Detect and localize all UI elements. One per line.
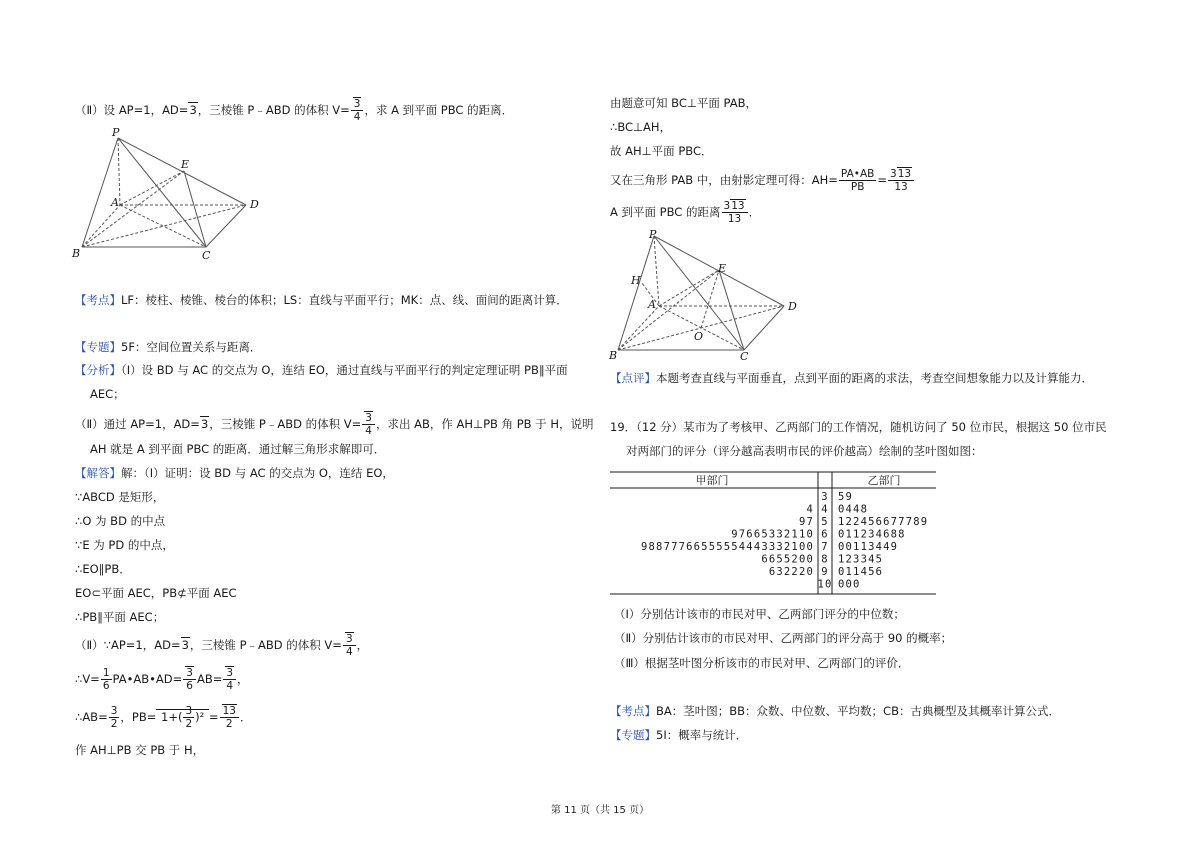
label-d: D: [788, 300, 797, 313]
fenxi-line-1: 【分析】（Ⅰ）设 BD 与 AC 的交点为 O，连结 EO，通过直线与平面平行的判定定理证明 PB∥平面: [75, 363, 568, 377]
header-yi: 乙部门: [867, 474, 901, 487]
solution-line-6: ∴PB∥平面 AEC；: [75, 610, 165, 624]
label-o: O: [694, 330, 704, 343]
label-a: A: [111, 196, 119, 209]
stem-leaf-right-leaves: 000: [838, 578, 861, 591]
dianping-tag: 【点评】: [610, 371, 656, 385]
zhuanti-text: 5F：空间位置关系与距离．: [121, 340, 262, 354]
zhuanti-tag-2: 【专题】: [610, 728, 656, 742]
solution-line-10: 作 AH⊥PB 交 PB 于 H，: [75, 743, 205, 757]
stem-leaf-right-leaves: 00113449: [838, 541, 899, 553]
solution-line-2: ∴O 为 BD 的中点: [75, 514, 166, 528]
label-b: B: [609, 349, 618, 362]
jieda-line: [75, 465, 394, 481]
kaodian-tag-2: 【考点】: [610, 704, 656, 718]
label-b: B: [72, 247, 81, 260]
solution-line-9: ∴AB= $\frac{3}{2}$ ，PB= 1+( $\frac{3}{2}$ )² = $\frac{13}{2}$ ．: [75, 705, 252, 730]
stem-leaf-left-leaves: 97665332110: [731, 528, 814, 541]
label-p: P: [649, 228, 657, 241]
label-e: E: [718, 262, 727, 275]
stem-leaf-stem: 5: [821, 516, 829, 528]
solution-line-7: （Ⅱ）∵AP=1，AD=3，三棱锥 P﹣ABD 的体积 V= $\frac{3}{4}$ ，: [75, 633, 369, 658]
label-a: A: [648, 298, 656, 311]
stem-leaf-stem: 6: [821, 528, 829, 541]
stem-leaf-left-leaves: 6655200: [761, 553, 814, 566]
stem-leaf-left-leaves: 4: [806, 503, 814, 516]
right-line-1: 由题意可知 BC⊥平面 PAB，: [610, 96, 758, 110]
kaodian-text-2: BA：茎叶图；BB：众数、中位数、平均数；CB：古典概型及其概率计算公式．: [656, 704, 1060, 718]
zhuanti-line: [75, 339, 261, 355]
page-footer: 第 11 页（共 15 页）: [550, 805, 650, 816]
stem-leaf-right-leaves: 122456677789: [838, 516, 929, 528]
stem-leaf-stem: 10: [817, 578, 833, 591]
stem-leaf-stem: 4: [821, 503, 829, 516]
question-part-2: （Ⅱ）设 AP=1，AD=3，三棱锥 P﹣ABD 的体积 V= $\frac{3}{4}$ ，求 A 到平面 PBC 的距离．: [75, 98, 514, 123]
pyramid-figure-2: [604, 228, 804, 366]
stem-leaf-left-leaves: 98877766555554443332100: [641, 541, 814, 553]
solution-line-1: ∵ABCD 是矩形，: [75, 490, 165, 504]
stem-leaf-left-leaves: 632220: [768, 566, 814, 578]
label-d: D: [250, 198, 259, 211]
label-c: C: [202, 249, 211, 262]
fenxi-tag: 【分析】: [75, 363, 121, 377]
kaodian-line-2: [610, 703, 1060, 719]
zhuanti-tag: 【专题】: [75, 340, 121, 354]
fenxi-line-2: （Ⅱ）通过 AP=1，AD=3，三棱锥 P﹣ABD 的体积 V= $\frac{3}{4}$ ，求出 AB，作 AH⊥PB 角 PB 于 H，说明: [75, 412, 594, 437]
zhuanti-text-2: 5I：概率与统计．: [656, 728, 748, 742]
solution-line-8: ∴V= $\frac{1}{6}$ PA•AB•AD= $\frac{3}{6}$ AB= $\frac{3}{4}$ ，: [75, 667, 249, 692]
stem-leaf-stem: 9: [821, 566, 829, 578]
fenxi-line-1b: AEC；: [90, 387, 125, 401]
stem-leaf-stem: 3: [821, 491, 829, 503]
stem-leaf-left-leaves: 97: [798, 516, 814, 528]
sub-question-2: （Ⅱ）分别估计该市的市民对甲、乙两部门的评分高于 90 的概率；: [614, 631, 953, 645]
stem-leaf-right-leaves: 011234688: [838, 528, 906, 541]
jieda-tag: 【解答】: [75, 466, 121, 480]
right-line-3: 故 AH⊥平面 PBC．: [610, 144, 713, 158]
right-line-2: ∴BC⊥AH，: [610, 120, 672, 134]
zhuanti-line-2: [610, 727, 747, 743]
stem-leaf-right-leaves: 011456: [838, 566, 884, 578]
q19-text: （12 分）某市为了考核甲、乙两部门的工作情况，随机访问了 50 位市民，根据这 50 位市民: [636, 420, 1107, 434]
kaodian-tag: 【考点】: [75, 293, 121, 307]
sub-question-3: （Ⅲ）根据茎叶图分析该市的市民对甲、乙两部门的评价．: [614, 656, 910, 670]
label-h: H: [631, 274, 641, 287]
solution-line-4: ∴EO∥PB．: [75, 562, 131, 576]
jieda-text: 解：（Ⅰ）证明：设 BD 与 AC 的交点为 O，连结 EO，: [121, 466, 394, 480]
fenxi-line-2b: AH 就是 A 到平面 PBC 的距离．通过解三角形求解即可．: [90, 442, 386, 456]
label-e: E: [181, 158, 190, 171]
q19-line-2: 对两部门的评分（评分越高表明市民的评价越高）绘制的茎叶图如图：: [626, 444, 983, 458]
solution-line-3: ∵E 为 PD 的中点，: [75, 538, 174, 552]
header-jia: 甲部门: [695, 474, 729, 487]
label-p: P: [112, 126, 120, 139]
dianping-text: 本题考查直线与平面垂直，点到平面的距离的求法，考查空间想象能力以及计算能力．: [656, 371, 1093, 385]
dianping-line: [610, 370, 1093, 386]
q19-line-1: [610, 419, 1107, 435]
right-line-4: 又在三角形 PAB 中，由射影定理可得：AH= $\frac{PA•AB}{PB}$ = $\frac{313}{13}$: [610, 168, 915, 193]
stem-leaf-stem: 7: [821, 541, 829, 553]
stem-leaf-right-leaves: 123345: [838, 553, 884, 566]
sub-question-1: （Ⅰ）分别估计该市的市民对甲、乙两部门评分的中位数；: [614, 607, 905, 621]
kaodian-line: [75, 292, 568, 308]
solution-line-5: EO⊂平面 AEC，PB⊄平面 AEC: [75, 586, 237, 600]
stem-leaf-right-leaves: 0448: [838, 503, 869, 516]
stem-leaf-right-leaves: 59: [838, 491, 854, 503]
right-line-5: A 到平面 PBC 的距离 $\frac{313}{13}$ ．: [610, 200, 761, 225]
kaodian-text: LF：棱柱、棱锥、棱台的体积；LS：直线与平面平行；MK：点、线、面间的距离计算．: [121, 293, 568, 307]
label-c: C: [740, 350, 749, 363]
stem-leaf-stem: 8: [821, 553, 829, 566]
stem-leaf-plot: [610, 466, 938, 598]
q19-number: 19．: [610, 420, 637, 434]
pyramid-figure-1: [68, 126, 268, 266]
